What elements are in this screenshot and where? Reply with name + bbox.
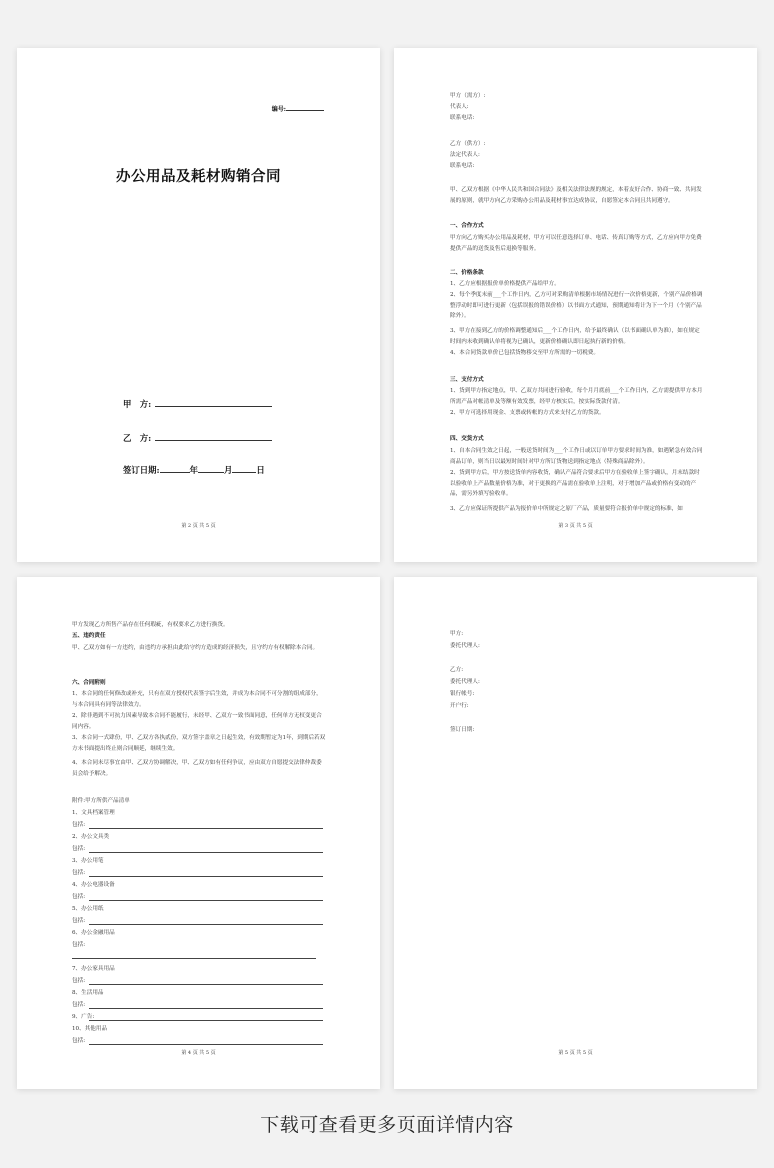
party-a-representative-line: 代表人: [450,104,469,110]
section-6-item: 4、本合同未尽事宜由甲、乙双方协调解决，甲、乙双方如有任何争议，应由双方自愿提交法律仲裁委员会给予解决。 [72,760,322,777]
section-2-item: 1、乙方应根据报价单价格提供产品给甲方。 [450,281,560,287]
section-2-item: 3、甲方在接到乙方的价格调整通知后___个工作日内，给予最终确认（以书面确认单为准），如在规定时间内未收到确认单将视为已确认，更新价格确认即日起执行新的价格。 [450,328,700,345]
party-a-phone-line: 联系电话: [450,115,475,121]
section-6-item: 2、除非遇到不可抗力因素导致本合同不能履行，未经甲、乙双方一致书面同意，任何单方无权变更合同内容。 [72,713,322,730]
includes-label: 包括: [72,978,86,984]
fill-in-line [89,828,323,829]
fill-in-line [89,876,323,877]
section-4-item: 3、乙方应保证所提供产品为报价单中所规定之原厂产品，质量要符合报价单中规定的标准，如 [450,506,683,512]
document-page-4 [394,577,757,1089]
appendix-item: 9、广告: [72,1014,95,1020]
appendix-item: 4、办公电器设备 [72,882,115,888]
sign-date-row [123,464,265,476]
document-page-cover [17,48,380,562]
page-number-footer: 第 5 页 共 5 页 [558,1050,593,1056]
fill-in-line [89,1044,323,1045]
section-1-body: 甲方向乙方购买办公用品及耗材，甲方可以任意选择订单、电话、传真订购等方式，乙方应向甲方免费提供产品的送货及售后退换等服务。 [450,235,702,252]
section-3-heading: 三、支付方式 [450,377,484,383]
year-blank [160,464,190,473]
appendix-item: 5、办公用纸 [72,906,104,912]
page-number-footer: 第 2 页 共 5 页 [181,523,216,529]
bank-account-line: 银行帐号: [450,691,475,697]
section-2-heading: 二、价格条款 [450,270,484,276]
party-a-label: 甲 方: [123,399,152,409]
party-b-label: 乙 方: [123,433,152,443]
section-6-heading: 六、合同附则 [72,680,106,686]
carry-over-line: 甲方发现乙方所售产品存在任何瑕疵，有权要求乙方进行换货。 [72,622,229,628]
party-b-name-line: 乙方（供方）: [450,141,486,147]
party-b-representative-line: 法定代表人: [450,152,480,158]
includes-label: 包括: [72,1002,86,1008]
appendix-item: 8、生活用品 [72,990,104,996]
day-blank [232,464,256,473]
page-number-footer: 第 3 页 共 5 页 [558,523,593,529]
party-b-phone-line: 联系电话: [450,163,475,169]
includes-label: 包括: [72,870,86,876]
section-4-item: 2、货到甲方后，甲方按送货单内容收货，确认产品符合要求后甲方在验收单上签字确认，月末结款时以验收单上产品数量价格为准，对于更换的产品需在验收单上注明，对于增加产品或价格有变动的产品，需另外填写验收单。 [450,470,700,498]
sign-date-label: 签订日期: [123,465,160,475]
appendix-item: 10、其他用品 [72,1026,108,1032]
fill-in-line [89,900,323,901]
party-a-signature-row [123,398,272,410]
appendix-item: 3、办公用笔 [72,858,104,864]
signature-agent-b: 委托代理人: [450,679,480,685]
year-label: 年 [189,465,198,475]
includes-label: 包括: [72,894,86,900]
appendix-item: 7、办公家具用品 [72,966,115,972]
includes-label: 包括: [72,1038,86,1044]
signature-party-b: 乙方: [450,667,464,673]
party-b-blank [155,432,272,441]
serial-number-field [272,104,324,113]
section-5-heading: 五、违约责任 [72,633,106,639]
section-6-item: 1、本合同的任何修改或补充，只有在双方授权代表签字后生效，并成为本合同不可分割的组成部分，与本合同具有同等法律效力。 [72,691,322,708]
section-6-item: 3、本合同一式肆份，甲、乙双方各执贰份，双方签字盖章之日起生效，有效期暂定为1年，到期后若双方未书面提出终止则合同顺延，继续生效。 [72,735,326,752]
appendix-item: 1、文具档案管理 [72,810,115,816]
includes-label: 包括: [72,822,86,828]
contract-title: 办公用品及耗材购销合同 [116,169,281,185]
appendix-item: 6、办公金融用品 [72,930,115,936]
document-page-3 [17,577,380,1089]
party-b-signature-row [123,432,272,444]
includes-label: 包括: [72,918,86,924]
fill-in-line [89,1008,323,1009]
section-2-item: 4、本合同货款单价已包括货物移交至甲方所需的一切税费。 [450,350,599,356]
fill-in-line [89,1020,323,1021]
month-label: 月 [223,465,233,475]
party-a-blank [155,398,272,407]
section-1-heading: 一、合作方式 [450,223,484,229]
section-4-heading: 四、交货方式 [450,436,484,442]
document-page-2 [394,48,757,562]
section-5-body: 甲、乙双方如有一方违约，由违约方承担由此给守约方造成的经济损失，且守约方有权解除本合同。 [72,645,319,651]
signature-agent-a: 委托代理人: [450,643,480,649]
intro-paragraph: 甲、乙双方根据《中华人民共和国合同法》及相关法律法规的规定，本着友好合作、协商一致、共同发展的原则，就甲方向乙方采购办公用品及耗材事宜达成协议，自愿签定本合同且共同遵守。 [450,187,702,204]
signing-date-line: 签订日期: [450,727,475,733]
bank-name-line: 开户行: [450,703,469,709]
section-3-item: 1、货到甲方指定地点，甲、乙双方共同进行验收，每个月月底前___个工作日内，乙方需提供甲方本月所需产品对帐清单及等额有效发票，经甲方核实后，按实际货款付清。 [450,388,703,405]
page-number-footer: 第 4 页 共 5 页 [181,1050,216,1056]
download-caption: 下载可查看更多页面详情内容 [260,1114,514,1136]
party-a-name-line: 甲方（需方）: [450,93,486,99]
day-label: 日 [256,465,265,475]
fill-in-line [89,984,323,985]
fill-in-line [89,852,323,853]
appendix-item: 2、办公文具类 [72,834,110,840]
fill-in-line [72,958,316,959]
includes-label: 包括: [72,846,86,852]
section-3-item: 2、甲方可选择用现金、支票或转帐的方式来支付乙方的货款。 [450,410,605,416]
fill-in-line [89,924,323,925]
serial-number-blank [286,104,324,111]
serial-number-label: 编号: [271,106,286,113]
section-2-item: 2、每个季度末前___个工作日内，乙方可对采购清单根据市场情况进行一次价格更新，个别产品价格调整浮动时即可进行更新（包括误报的错误价格）以书面方式通知，预期通知将计为下一个月（个别产品除外）。 [450,292,703,320]
includes-label: 包括: [72,942,86,948]
signature-party-a: 甲方: [450,631,464,637]
appendix-title: 附件:甲方所供产品清单 [72,798,130,804]
section-4-item: 1、自本合同生效之日起，一般送货时间为___个工作日或以订单甲方要求时间为准，如遇紧急有效合同商品订单，则当日以最短时间针对甲方所订货物送到指定地点（特殊商品除外）。 [450,448,703,465]
month-blank [198,464,224,473]
